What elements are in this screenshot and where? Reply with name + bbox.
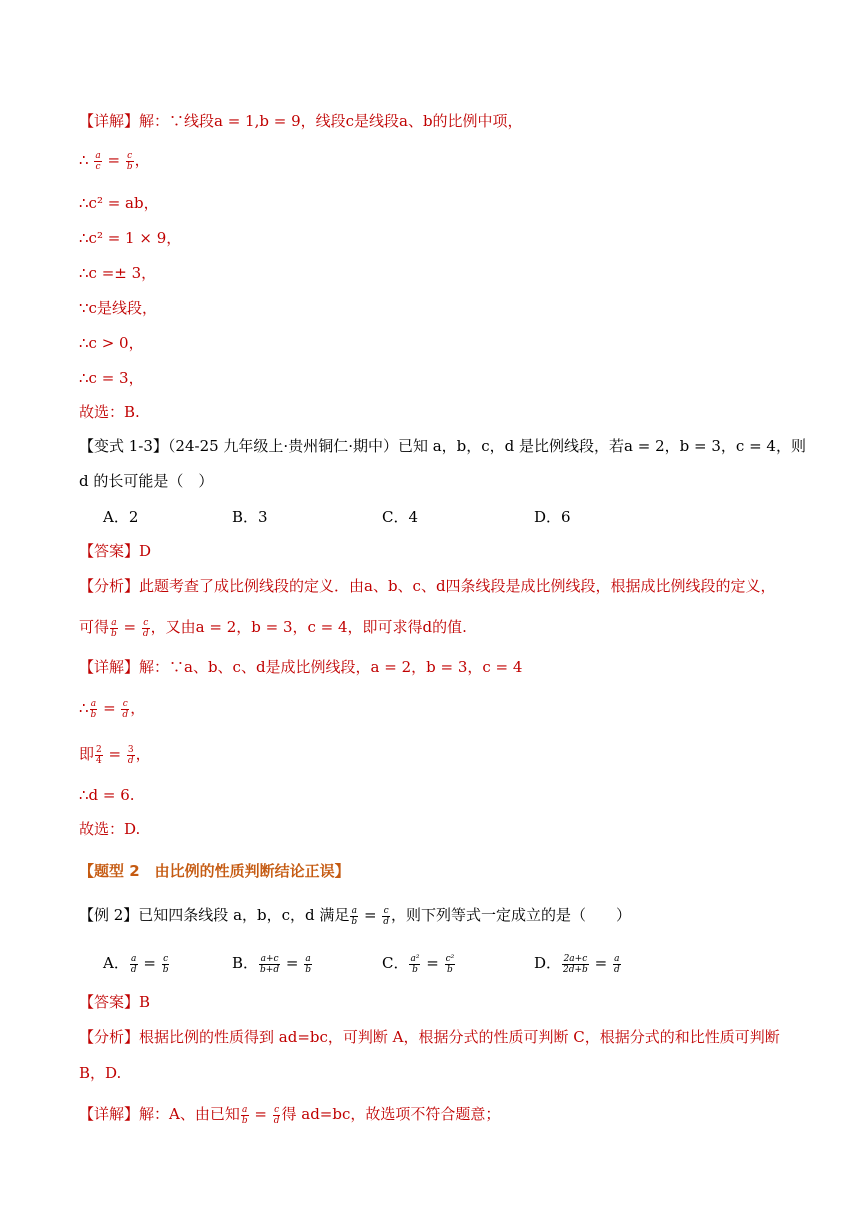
option-c: C．4 [382,508,419,526]
equals-sign: = [98,699,121,717]
equals-sign: = [102,151,125,169]
fraction-denominator: 2d+b [563,964,588,975]
fraction-denominator: b [162,964,169,975]
variant-question-line-1: 【变式 1-3】（24-25 九年级上·贵州铜仁·期中）已知 a，b，c，d 是比例线段，若a = 2，b = 3，c = 4，则 [79,437,806,455]
equals-sign: = [118,618,141,636]
fraction-numerator: a [95,150,101,161]
fraction-denominator: b [90,709,97,720]
option-a: A．2 [103,508,139,526]
fraction-denominator: b [447,964,453,975]
fraction-a-over-b [350,906,358,927]
fraction-denominator: b [126,161,133,172]
solution-line-2 [79,150,150,172]
variant-question-line-2: d 的长可能是（ ） [79,472,214,490]
detail-line-5: 故选：D. [79,820,141,838]
equals-sign: = [421,954,444,972]
example-prefix: 【例 2】已知四条线段 a，b，c，d 满足 [79,906,350,924]
fraction-c-over-d [121,699,129,720]
detail-line-6 [79,1104,500,1126]
analysis-line-1: 【分析】此题考查了成比例线段的定义．由a、b、c、d四条线段是成比例线段，根据成比例线段的定义， [79,577,776,595]
fraction-a-over-b [90,699,98,720]
example-question-line [79,905,631,927]
option-d: D．6 [534,508,571,526]
example-suffix: ，则下列等式一定成立的是（ ） [391,906,632,924]
option-d [534,953,622,975]
fraction-numerator: a [305,953,311,964]
fraction-rhs [613,954,621,975]
fraction-c-over-d [382,906,390,927]
option-letter: D． [534,954,562,972]
option-a [103,953,170,975]
comma: ， [134,151,150,169]
fraction-numerator: c [383,905,389,916]
fraction-denominator: d [142,628,149,639]
fraction-denominator: b [412,964,418,975]
fraction-c-over-d [142,618,150,639]
analysis-line-3: 【分析】根据比例的性质得到 ad=bc，可判断 A，根据分式的性质可判断 C，根据分式的和比性质可判断 [79,1028,780,1046]
fraction-numerator: a [111,617,117,628]
fraction-denominator: d [273,1115,280,1126]
fraction-denominator: b+d [260,964,280,975]
fraction-numerator: a² [410,953,420,964]
detail-line-1: 【详解】解：∵a、b、c、d是成比例线段，a = 2，b = 3，c = 4 [79,658,523,676]
namely-prefix: 即 [79,745,95,763]
fraction-numerator: 2a+c [563,953,588,964]
fraction-denominator: d [130,964,137,975]
fraction-numerator: c [127,150,133,161]
analysis-line-4: B，D. [79,1064,122,1082]
fraction-numerator: a [351,905,357,916]
comma: ， [135,745,151,763]
fraction-numerator: c [143,617,149,628]
equals-sign: = [589,954,612,972]
analysis-suffix: ，又由a = 2，b = 3，c = 4，即可求得d的值. [150,618,467,636]
fraction-numerator: 3 [127,744,134,755]
analysis-line-2 [79,617,467,639]
fraction-numerator: c² [445,953,455,964]
option-c [382,953,456,975]
fraction-rhs [445,954,456,975]
fraction-2-over-4 [95,745,103,766]
option-letter: B． [232,954,259,972]
comma: ， [130,699,146,717]
fraction-a-over-c [94,151,101,172]
option-b: B．3 [232,508,268,526]
fraction-numerator: a [90,698,97,709]
fraction-c-over-d [273,1105,281,1126]
fraction-denominator: c [95,161,101,172]
answer-line-2: 【答案】B [79,993,151,1011]
solution-line-9: 故选：B. [79,403,140,421]
equals-sign: = [138,954,161,972]
fraction-rhs [304,954,312,975]
equals-sign: = [249,1105,272,1123]
fraction-denominator: d [613,964,620,975]
fraction-denominator: d [127,755,134,766]
section-heading: 【题型 2 由比例的性质判断结论正误】 [79,862,350,880]
fraction-numerator: c [163,953,169,964]
detail-line-4: ∴d = 6. [79,786,135,804]
fraction-denominator: b [111,628,117,639]
fraction-numerator: c [122,698,128,709]
option-letter: A． [103,954,129,972]
fraction-lhs [562,954,589,975]
therefore-symbol: ∴ [79,699,89,717]
fraction-denominator: d [383,916,390,927]
fraction-numerator: 2 [96,744,102,755]
fraction-numerator: a [131,953,137,964]
fraction-3-over-d [127,745,135,766]
analysis-prefix: 可得 [79,618,110,636]
fraction-lhs [130,954,138,975]
solution-line-7: ∴c > 0， [79,334,144,352]
fraction-denominator: d [122,709,129,720]
fraction-lhs [409,954,420,975]
fraction-numerator: c [274,1104,280,1115]
detail-suffix: 得 ad=bc，故选项不符合题意； [281,1105,501,1123]
solution-line-3: ∴c² = ab， [79,194,159,212]
option-b [232,953,313,975]
fraction-denominator: b [241,1115,248,1126]
detail-prefix: 【详解】解：A、由已知 [79,1105,240,1123]
fraction-c-over-b [126,151,134,172]
solution-line-4: ∴c² = 1 × 9， [79,229,182,247]
detail-line-2 [79,698,145,720]
fraction-lhs [259,954,280,975]
fraction-numerator: a [242,1104,248,1115]
fraction-a-over-b [110,618,118,639]
therefore-symbol: ∴ [79,151,89,169]
solution-line-8: ∴c = 3， [79,369,144,387]
fraction-denominator: b [305,964,311,975]
answer-line: 【答案】D [79,542,152,560]
equals-sign: = [281,954,304,972]
solution-line-1: 【详解】解：∵线段a = 1,b = 9，线段c是线段a、b的比例中项， [79,112,523,130]
fraction-numerator: a [614,953,620,964]
option-letter: C． [382,954,409,972]
fraction-rhs [162,954,170,975]
solution-line-5: ∴c =± 3， [79,264,157,282]
equals-sign: = [103,745,126,763]
fraction-denominator: b [351,916,358,927]
fraction-denominator: 4 [96,755,102,766]
equals-sign: = [359,906,382,924]
solution-line-6: ∵c是线段， [79,299,157,317]
fraction-numerator: a+c [260,953,279,964]
fraction-a-over-b [241,1105,249,1126]
detail-line-3 [79,744,151,766]
